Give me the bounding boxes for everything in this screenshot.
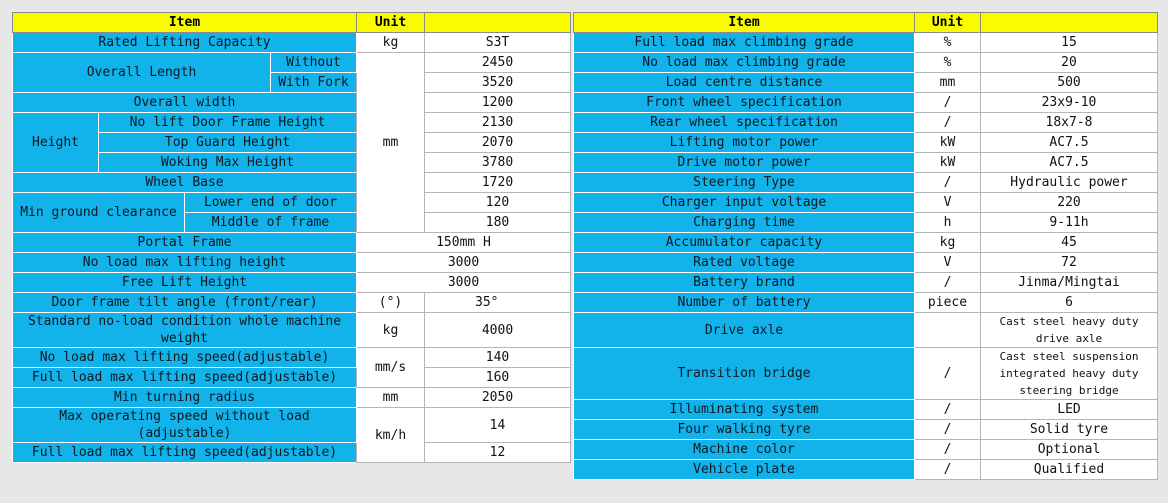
table-row (574, 420, 1158, 440)
row-sublabel: Top Guard Height (99, 133, 357, 153)
table-row (574, 193, 1158, 213)
row-value: 220 (981, 193, 1158, 213)
table-row (574, 253, 1158, 273)
row-sublabel: With Fork (271, 73, 357, 93)
unit-header: Unit (357, 13, 425, 33)
row-label: Door frame tilt angle (front/rear) (13, 293, 357, 313)
row-value: Cast steel heavy duty drive axle (981, 313, 1158, 348)
row-value: LED (981, 400, 1158, 420)
row-unit: kg (357, 313, 425, 348)
group-label: Height (13, 113, 99, 173)
table-row (13, 113, 571, 133)
table-row (13, 273, 571, 293)
table-row (574, 33, 1158, 53)
row-label: Full load max lifting speed(adjustable) (13, 443, 357, 463)
table-row (574, 133, 1158, 153)
row-value: Qualified (981, 460, 1158, 480)
row-unit: kg (357, 33, 425, 53)
row-label: Lifting motor power (574, 133, 915, 153)
value-header (425, 13, 571, 33)
row-unit: kW (915, 133, 981, 153)
row-label: Overall width (13, 93, 357, 113)
row-unit: (°) (357, 293, 425, 313)
row-value: 500 (981, 73, 1158, 93)
row-label: Load centre distance (574, 73, 915, 93)
left-spec-table (12, 12, 571, 463)
item-header: Item (574, 13, 915, 33)
row-label: Drive motor power (574, 153, 915, 173)
row-unit: / (915, 93, 981, 113)
row-unit: piece (915, 293, 981, 313)
row-label: Portal Frame (13, 233, 357, 253)
row-unit: V (915, 193, 981, 213)
table-row (574, 213, 1158, 233)
table-row (574, 440, 1158, 460)
row-value: 1720 (425, 173, 571, 193)
row-label: Max operating speed without load (adjustable) (13, 408, 357, 443)
row-label: Full load max lifting speed(adjustable) (13, 368, 357, 388)
table-row (13, 348, 571, 368)
value-header (981, 13, 1158, 33)
row-value: 12 (425, 443, 571, 463)
row-value: 45 (981, 233, 1158, 253)
row-unit: mm (915, 73, 981, 93)
row-value: 18x7-8 (981, 113, 1158, 133)
row-value: 2070 (425, 133, 571, 153)
row-value: Optional (981, 440, 1158, 460)
row-unit: V (915, 253, 981, 273)
row-label: No load max lifting height (13, 253, 357, 273)
row-value: Jinma/Mingtai (981, 273, 1158, 293)
row-unit: % (915, 53, 981, 73)
row-unit: mm (357, 388, 425, 408)
row-value: 4000 (425, 313, 571, 348)
row-unit (915, 313, 981, 348)
table-row (13, 388, 571, 408)
group-label: Min ground clearance (13, 193, 185, 233)
row-value: 2050 (425, 388, 571, 408)
table-row (13, 293, 571, 313)
row-unit: / (915, 420, 981, 440)
row-value: 120 (425, 193, 571, 213)
row-label: Accumulator capacity (574, 233, 915, 253)
row-value: 2450 (425, 53, 571, 73)
row-value: 3520 (425, 73, 571, 93)
row-label: Machine color (574, 440, 915, 460)
group-label: Overall Length (13, 53, 271, 93)
row-value: Cast steel suspension integrated heavy duty steering bridge (981, 348, 1158, 400)
row-value: 9-11h (981, 213, 1158, 233)
unit-header: Unit (915, 13, 981, 33)
row-label: No load max lifting speed(adjustable) (13, 348, 357, 368)
row-unit: kg (915, 233, 981, 253)
row-value: Hydraulic power (981, 173, 1158, 193)
row-label: Front wheel specification (574, 93, 915, 113)
table-row (574, 400, 1158, 420)
row-value: 160 (425, 368, 571, 388)
row-label: Drive axle (574, 313, 915, 348)
row-label: Free Lift Height (13, 273, 357, 293)
table-row (13, 53, 571, 73)
row-value: 3000 (357, 273, 571, 293)
table-row (574, 53, 1158, 73)
row-sublabel: Lower end of door (185, 193, 357, 213)
header-row (13, 13, 571, 33)
row-unit: / (915, 113, 981, 133)
row-label: Illuminating system (574, 400, 915, 420)
table-row (13, 368, 571, 388)
row-label: Charging time (574, 213, 915, 233)
table-row (574, 273, 1158, 293)
row-label: Vehicle plate (574, 460, 915, 480)
item-header: Item (13, 13, 357, 33)
table-row (574, 173, 1158, 193)
row-unit: mm/s (357, 348, 425, 388)
row-sublabel: No lift Door Frame Height (99, 113, 357, 133)
table-row (13, 443, 571, 463)
row-value: 72 (981, 253, 1158, 273)
row-value: 140 (425, 348, 571, 368)
row-label: Full load max climbing grade (574, 33, 915, 53)
row-value: 20 (981, 53, 1158, 73)
row-unit: / (915, 348, 981, 400)
row-unit: % (915, 33, 981, 53)
table-row (13, 193, 571, 213)
table-row (574, 153, 1158, 173)
table-row (574, 93, 1158, 113)
right-spec-rows (574, 33, 1158, 313)
table-row (13, 253, 571, 273)
row-unit: / (915, 273, 981, 293)
table-row (574, 460, 1158, 480)
row-value: 2130 (425, 113, 571, 133)
row-label: Min turning radius (13, 388, 357, 408)
row-value: AC7.5 (981, 153, 1158, 173)
row-value: 150mm H (357, 233, 571, 253)
table-row (13, 173, 571, 193)
row-sublabel: Middle of frame (185, 213, 357, 233)
row-label: Four walking tyre (574, 420, 915, 440)
row-label: Charger input voltage (574, 193, 915, 213)
row-value: 23x9-10 (981, 93, 1158, 113)
row-label: No load max climbing grade (574, 53, 915, 73)
table-row (574, 233, 1158, 253)
row-unit: kW (915, 153, 981, 173)
row-label: Wheel Base (13, 173, 357, 193)
row-value: 35° (425, 293, 571, 313)
row-value: Solid tyre (981, 420, 1158, 440)
row-value: S3T (425, 33, 571, 53)
row-value: 3000 (357, 253, 571, 273)
row-unit: / (915, 440, 981, 460)
row-unit: h (915, 213, 981, 233)
table-row (574, 293, 1158, 313)
table-row (13, 233, 571, 253)
row-label: Number of battery (574, 293, 915, 313)
row-label: Transition bridge (574, 348, 915, 400)
row-value: 180 (425, 213, 571, 233)
row-label: Steering Type (574, 173, 915, 193)
table-row (574, 113, 1158, 133)
row-sublabel: Without (271, 53, 357, 73)
table-row (574, 73, 1158, 93)
row-sublabel: Woking Max Height (99, 153, 357, 173)
right-spec-tail-rows (574, 400, 1158, 480)
row-unit: km/h (357, 408, 425, 463)
row-value: 3780 (425, 153, 571, 173)
row-value: 14 (425, 408, 571, 443)
table-row (13, 33, 571, 53)
row-unit: mm (357, 53, 425, 233)
row-label: Rated voltage (574, 253, 915, 273)
row-value: 15 (981, 33, 1158, 53)
header-row (574, 13, 1158, 33)
row-value: 6 (981, 293, 1158, 313)
row-label: Rear wheel specification (574, 113, 915, 133)
row-label: Battery brand (574, 273, 915, 293)
row-label: Rated Lifting Capacity (13, 33, 357, 53)
row-value: 1200 (425, 93, 571, 113)
row-unit: / (915, 173, 981, 193)
row-unit: / (915, 460, 981, 480)
row-value: AC7.5 (981, 133, 1158, 153)
right-spec-table (573, 12, 1158, 480)
row-label: Standard no-load condition whole machine weight (13, 313, 357, 348)
row-unit: / (915, 400, 981, 420)
